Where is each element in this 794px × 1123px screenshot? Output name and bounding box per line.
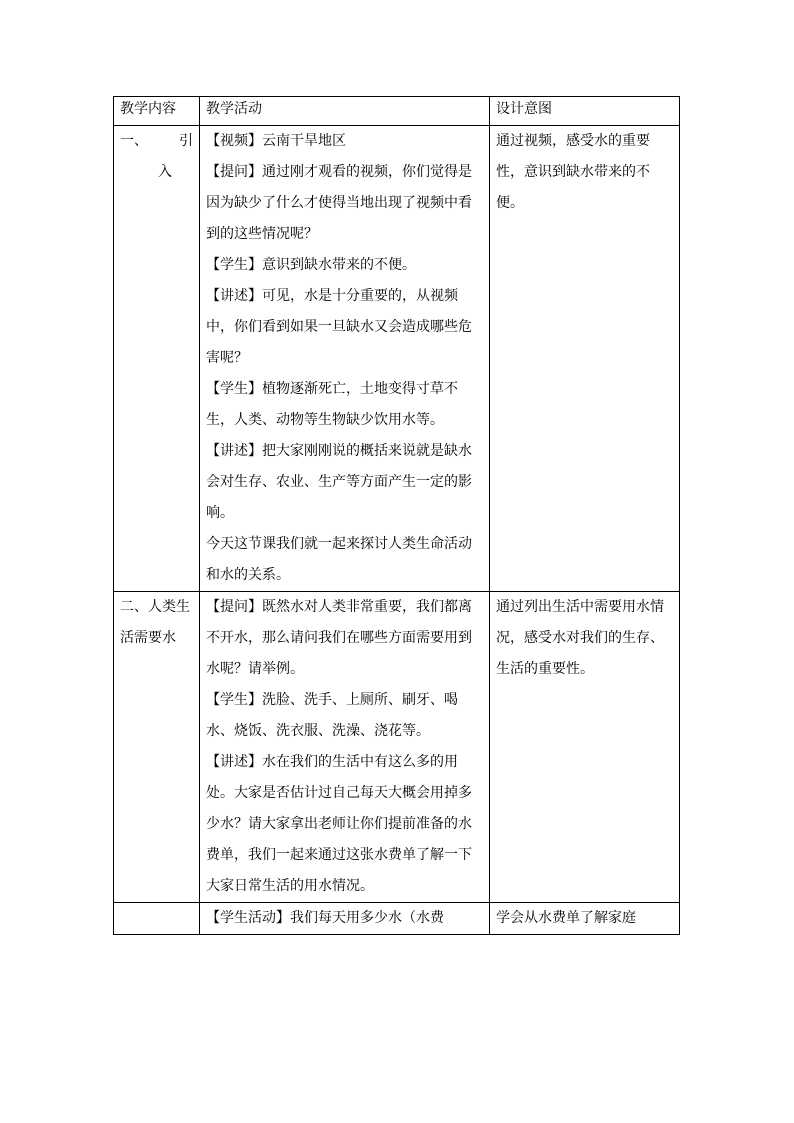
intent-text: 学会从水费单了解家庭 (496, 910, 636, 926)
activity-cell (200, 126, 490, 592)
activity-paragraph: 【学生活动】我们每天用多少水（水费 (206, 910, 444, 926)
activity-paragraph: 【讲述】可见，水是十分重要的，从视频中，你们看到如果一旦缺水又会造成哪些危害呢？ (206, 288, 472, 366)
section-title-part: 一、 (120, 133, 148, 149)
activity-paragraph: 【学生】植物逐渐死亡，土地变得寸草不生，人类、动物等生物缺少饮用水等。 (206, 381, 458, 428)
activity-paragraph: 【学生】意识到缺水带来的不便。 (206, 257, 416, 273)
header-intent: 设计意图 (490, 97, 680, 126)
lesson-plan-table (113, 96, 680, 935)
intent-cell (490, 126, 680, 592)
section-title-cell (114, 592, 200, 903)
activity-paragraph: 【提问】既然水对人类非常重要，我们都离不开水，那么请问我们在哪些方面需要用到水呢？请举例。 (206, 599, 472, 677)
intent-cell (490, 592, 680, 903)
intent-text: 通过视频，感受水的重要性，意识到缺水带来的不便。 (496, 133, 650, 211)
section-title (120, 126, 193, 188)
header-content: 教学内容 (114, 97, 200, 126)
table-row (114, 903, 680, 935)
activity-paragraph: 【讲述】把大家刚刚说的概括来说就是缺水会对生存、农业、生产等方面产生一定的影响。 (206, 443, 472, 521)
table-header-row (114, 97, 680, 126)
activity-cell (200, 903, 490, 935)
header-activity: 教学活动 (200, 97, 490, 126)
section-title-part: 引 (179, 133, 193, 149)
section-title: 二、人类生活需要水 (120, 599, 190, 646)
section-title-part: 入 (158, 164, 172, 180)
activity-paragraph: 【讲述】水在我们的生活中有这么多的用处。大家是否估计过自己每天大概会用掉多少水？请大家拿出老师让你们提前准备的水费单，我们一起来通过这张水费单了解一下大家日常生活的用水情况。 (206, 754, 472, 894)
intent-cell (490, 903, 680, 935)
activity-paragraph: 【学生】洗脸、洗手、上厕所、刷牙、喝水、烧饭、洗衣服、洗澡、浇花等。 (206, 692, 458, 739)
section-title-cell (114, 903, 200, 935)
activity-paragraph: 【提问】通过刚才观看的视频，你们觉得是因为缺少了什么才使得当地出现了视频中看到的这些情况呢？ (206, 164, 472, 242)
intent-text: 通过列出生活中需要用水情况，感受水对我们的生存、生活的重要性。 (496, 599, 664, 677)
activity-paragraph: 【视频】云南干旱地区 (206, 133, 346, 149)
activity-cell (200, 592, 490, 903)
section-title-cell (114, 126, 200, 592)
activity-paragraph: 今天这节课我们就一起来探讨人类生命活动和水的关系。 (206, 536, 472, 583)
table-row (114, 126, 680, 592)
table-row (114, 592, 680, 903)
